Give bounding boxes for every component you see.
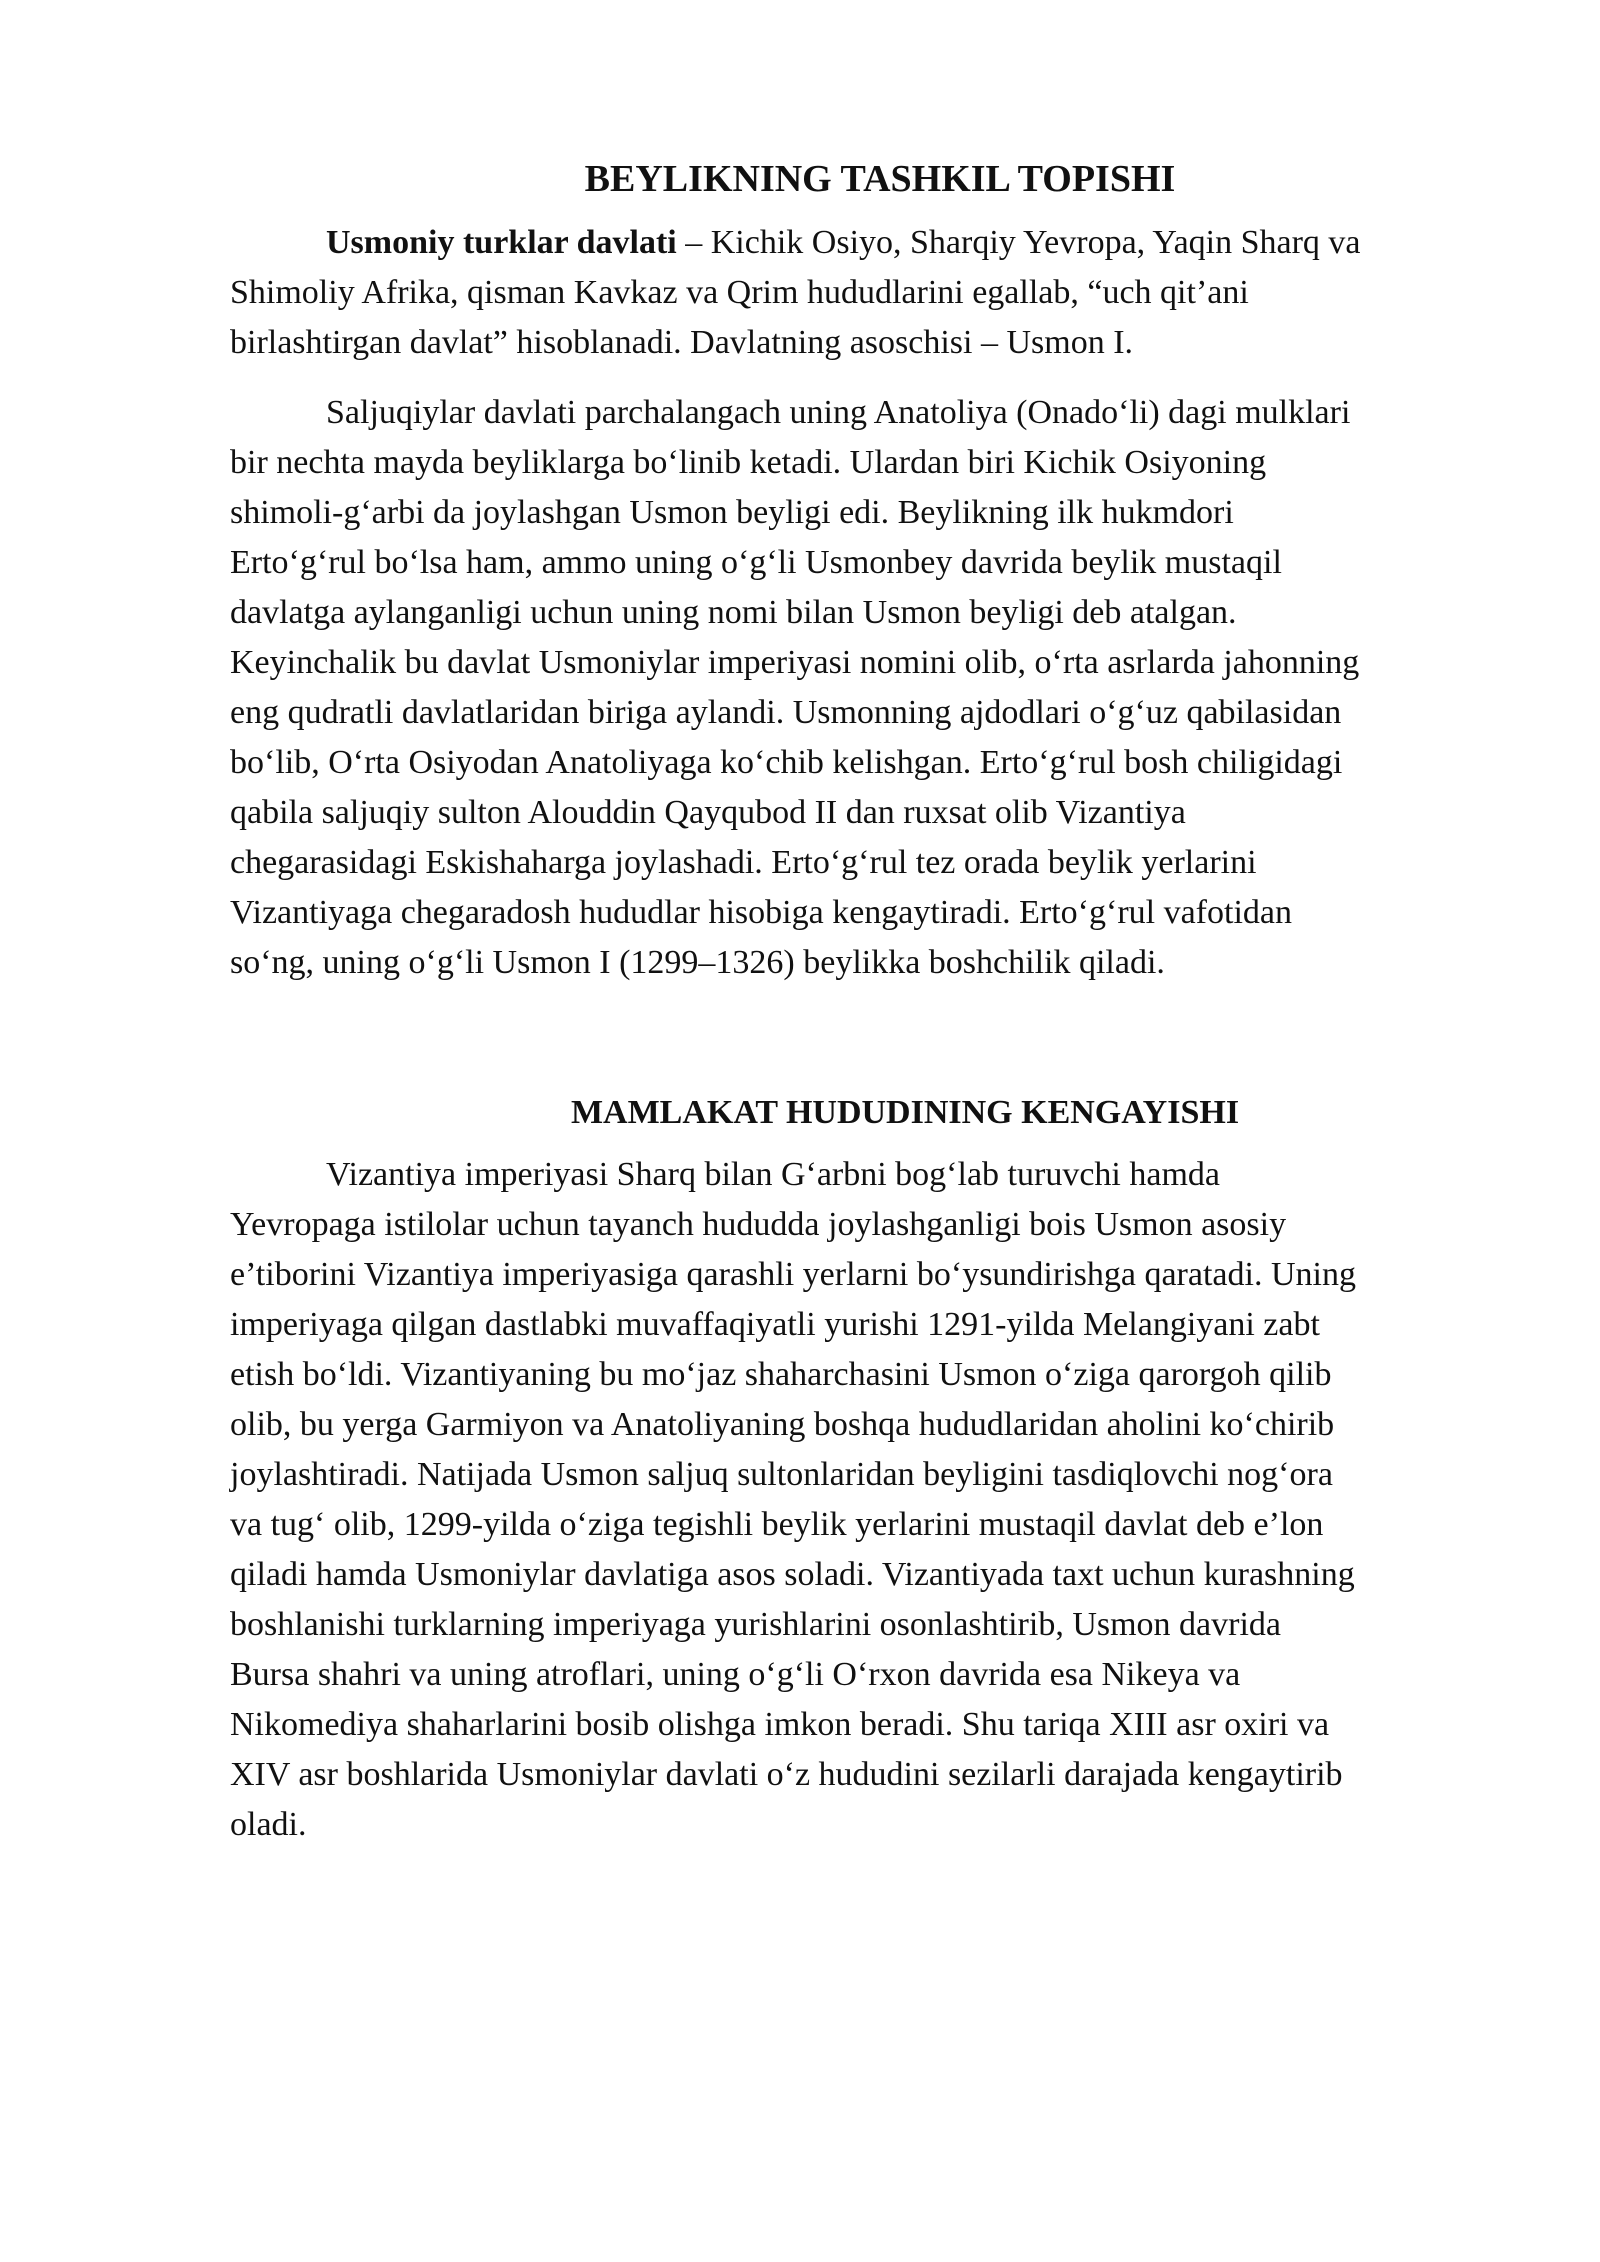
paragraph-line: va tug‘ olib, 1299-yilda o‘ziga tegishli beylik yerlarini mustaqil davlat deb e’lon: [230, 1506, 1324, 1543]
paragraph-line: Erto‘g‘rul bo‘lsa ham, ammo uning o‘g‘li Usmonbey davrida beylik mustaqil: [230, 544, 1282, 581]
paragraph-saljuqiylar: [230, 388, 1490, 988]
section-title-mamlakat: MAMLAKAT HUDUDINING KENGAYISHI: [570, 1094, 1240, 1131]
paragraph-line: so‘ng, uning o‘g‘li Usmon I (1299–1326) beylikka boshchilik qiladi.: [230, 944, 1165, 981]
paragraph-line: eng qudratli davlatlaridan biriga aylandi. Usmonning ajdodlari o‘g‘uz qabilasidan: [230, 694, 1342, 731]
paragraph-line: e’tiborini Vizantiya imperiyasiga qarashli yerlarni bo‘ysundirishga qaratadi. Uning: [230, 1256, 1356, 1293]
paragraph-line: chegarasidagi Eskishaharga joylashadi. Erto‘g‘rul tez orada beylik yerlarini: [230, 844, 1257, 881]
paragraph-intro: [230, 218, 1490, 368]
paragraph-line: etish bo‘ldi. Vizantiyaning bu mo‘jaz shaharchasini Usmon o‘ziga qarorgoh qilib: [230, 1356, 1332, 1393]
paragraph-line: olib, bu yerga Garmiyon va Anatoliyaning boshqa hududlaridan aholini ko‘chirib: [230, 1406, 1335, 1443]
paragraph-line: qabila saljuqiy sulton Alouddin Qayqubod II dan ruxsat olib Vizantiya: [230, 794, 1186, 831]
paragraph-line: davlatga aylanganligi uchun uning nomi bilan Usmon beyligi deb atalgan.: [230, 594, 1237, 631]
paragraph-line: Vizantiya imperiyasi Sharq bilan G‘arbni bog‘lab turuvchi hamda: [326, 1156, 1220, 1193]
paragraph-line: Nikomediya shaharlarini bosib olishga imkon beradi. Shu tariqa XIII asr oxiri va: [230, 1706, 1330, 1743]
paragraph-line: birlashtirgan davlat” hisoblanadi. Davlatning asoschisi – Usmon I.: [230, 324, 1134, 361]
paragraph-line: XIV asr boshlarida Usmoniylar davlati o‘z hududini sezilarli darajada kengaytirib: [230, 1756, 1343, 1793]
document-page: [230, 150, 1490, 1870]
section-title-beylik: BEYLIKNING TASHKIL TOPISHI: [584, 158, 1176, 200]
paragraph-vizantiya: [230, 1150, 1490, 1850]
paragraph-line: Shimoliy Afrika, qisman Kavkaz va Qrim hududlarini egallab, “uch qit’ani: [230, 274, 1249, 311]
paragraph-line: Keyinchalik bu davlat Usmoniylar imperiyasi nomini olib, o‘rta asrlarda jahonning: [230, 644, 1360, 681]
paragraph-line: bo‘lib, O‘rta Osiyodan Anatoliyaga ko‘chib kelishgan. Erto‘g‘rul bosh chiligidagi: [230, 744, 1343, 781]
paragraph-line: shimoli-g‘arbi da joylashgan Usmon beyligi edi. Beylikning ilk hukmdori: [230, 494, 1234, 531]
paragraph-line: Usmoniy turklar davlati – Kichik Osiyo, Sharqiy Yevropa, Yaqin Sharq va: [326, 224, 1361, 261]
paragraph-line: Yevropaga istilolar uchun tayanch hududda joylashganligi bois Usmon asosiy: [230, 1206, 1287, 1243]
paragraph-line: imperiyaga qilgan dastlabki muvaffaqiyatli yurishi 1291-yilda Melangiyani zabt: [230, 1306, 1320, 1343]
paragraph-line: Saljuqiylar davlati parchalangach uning Anatoliya (Onado‘li) dagi mulklari: [326, 394, 1351, 431]
paragraph-line: Vizantiyaga chegaradosh hududlar hisobiga kengaytiradi. Erto‘g‘rul vafotidan: [230, 894, 1292, 931]
paragraph-line: joylashtiradi. Natijada Usmon saljuq sultonlaridan beyligini tasdiqlovchi nog‘ora: [230, 1456, 1333, 1493]
lead-term: Usmoniy turklar davlati: [326, 224, 677, 261]
paragraph-line: boshlanishi turklarning imperiyaga yurishlarini osonlashtirib, Usmon davrida: [230, 1606, 1281, 1643]
paragraph-line: Bursa shahri va uning atroflari, uning o‘g‘li O‘rxon davrida esa Nikeya va: [230, 1656, 1241, 1693]
paragraph-line: bir nechta mayda beyliklarga bo‘linib ketadi. Ulardan biri Kichik Osiyoning: [230, 444, 1267, 481]
paragraph-line: oladi.: [230, 1806, 307, 1843]
paragraph-line: qiladi hamda Usmoniylar davlatiga asos soladi. Vizantiyada taxt uchun kurashning: [230, 1556, 1355, 1593]
